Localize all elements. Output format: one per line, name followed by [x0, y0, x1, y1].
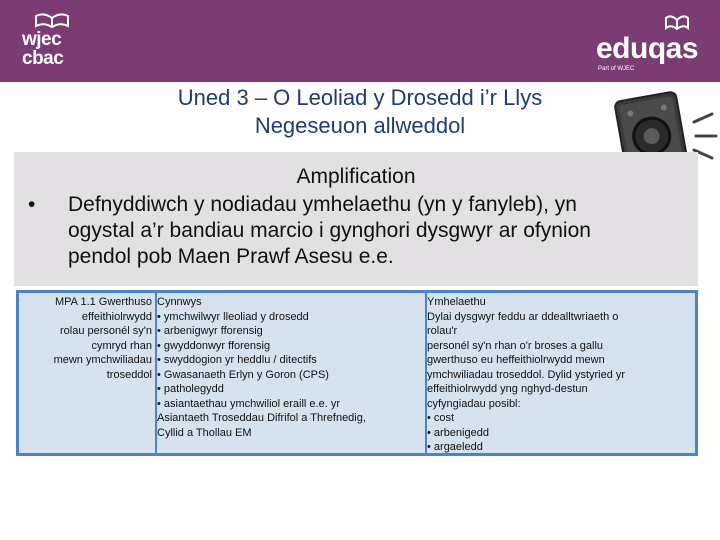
- eduqas-name: eduqas: [596, 32, 699, 65]
- cell-line: • arbenigwyr fforensig: [157, 325, 263, 337]
- eduqas-subtitle: Part of WJEC: [598, 66, 635, 72]
- page-title: [100, 84, 620, 140]
- cell-line: ymchwiliadau troseddol. Dylid ystyried yr: [427, 368, 626, 381]
- cell-line: MPA 1.1 Gwerthuso: [54, 296, 152, 308]
- eduqas-logo: [592, 14, 702, 74]
- cell-line: mewn ymchwiliadau: [53, 354, 152, 366]
- book-icon: [34, 12, 70, 28]
- cell-line: Dylai dysgwyr feddu ar ddealltwriaeth o: [427, 310, 619, 323]
- cell-line: • arbenigedd: [427, 426, 489, 439]
- cell-line: • gwyddonwyr fforensig: [157, 339, 271, 352]
- cell-line: • Gwasanaeth Erlyn y Goron (CPS): [157, 368, 329, 381]
- cell-line: rolau personél sy'n: [60, 325, 152, 337]
- amplification-cell: [427, 293, 695, 453]
- cell-line: • asiantaethau ymchwiliol eraill e.e. yr: [157, 397, 340, 410]
- cell-line: cymryd rhan: [91, 339, 152, 352]
- cell-line: Cyllid a Thollau EM: [157, 426, 252, 439]
- cell-line: troseddol: [106, 368, 152, 381]
- cell-line: rolau'r: [427, 325, 458, 337]
- title-line-2: Negeseuon allweddol: [254, 113, 466, 138]
- cell-line: cyfyngiadau posibl:: [427, 397, 521, 410]
- cell-line: Asiantaeth Troseddau Difrifol a Threfnedig,: [157, 412, 366, 424]
- title-line-1: Uned 3 – O Leoliad y Drosedd i’r Llys: [177, 85, 543, 110]
- wjec-cbac-logo: [22, 12, 92, 74]
- cell-line: • ymchwilwyr lleoliad y drosedd: [157, 310, 309, 323]
- cell-line: • argaeledd: [427, 441, 483, 453]
- cell-line: effeithiolrwydd yng nghyd-destun: [427, 383, 588, 395]
- cell-line: • swyddogion yr heddlu / ditectifs: [157, 354, 317, 366]
- criteria-table: [16, 290, 698, 456]
- cell-line: • patholegydd: [157, 383, 224, 395]
- header-bar: [0, 0, 720, 82]
- logo-line-1: wjec: [22, 29, 62, 50]
- amplification-line: ogystal a’r bandiau marcio i gynghori dysgwyr ar ofynion: [68, 219, 591, 242]
- amplification-heading: Amplification: [296, 165, 416, 188]
- cell-line: Ymhelaethu: [427, 296, 486, 308]
- content-cell: [157, 293, 425, 453]
- cell-line: • cost: [427, 412, 455, 424]
- cell-line: Cynnwys: [157, 296, 202, 308]
- cell-line: gwerthuso eu heffeithiolrwydd mewn: [427, 354, 605, 366]
- cell-line: effeithiolrwydd: [81, 310, 152, 323]
- cell-line: personél sy'n rhan o'r broses a gallu: [427, 339, 604, 352]
- book-icon: [664, 14, 690, 30]
- logo-line-2: cbac: [22, 48, 64, 69]
- criteria-cell: [19, 293, 155, 453]
- amplification-line: Defnyddiwch y nodiadau ymhelaethu (yn y fanyleb), yn: [68, 193, 577, 216]
- bullet-marker: •: [28, 193, 36, 216]
- amplification-line: pendol pob Maen Prawf Asesu e.e.: [68, 245, 394, 268]
- amplification-text: [68, 192, 688, 270]
